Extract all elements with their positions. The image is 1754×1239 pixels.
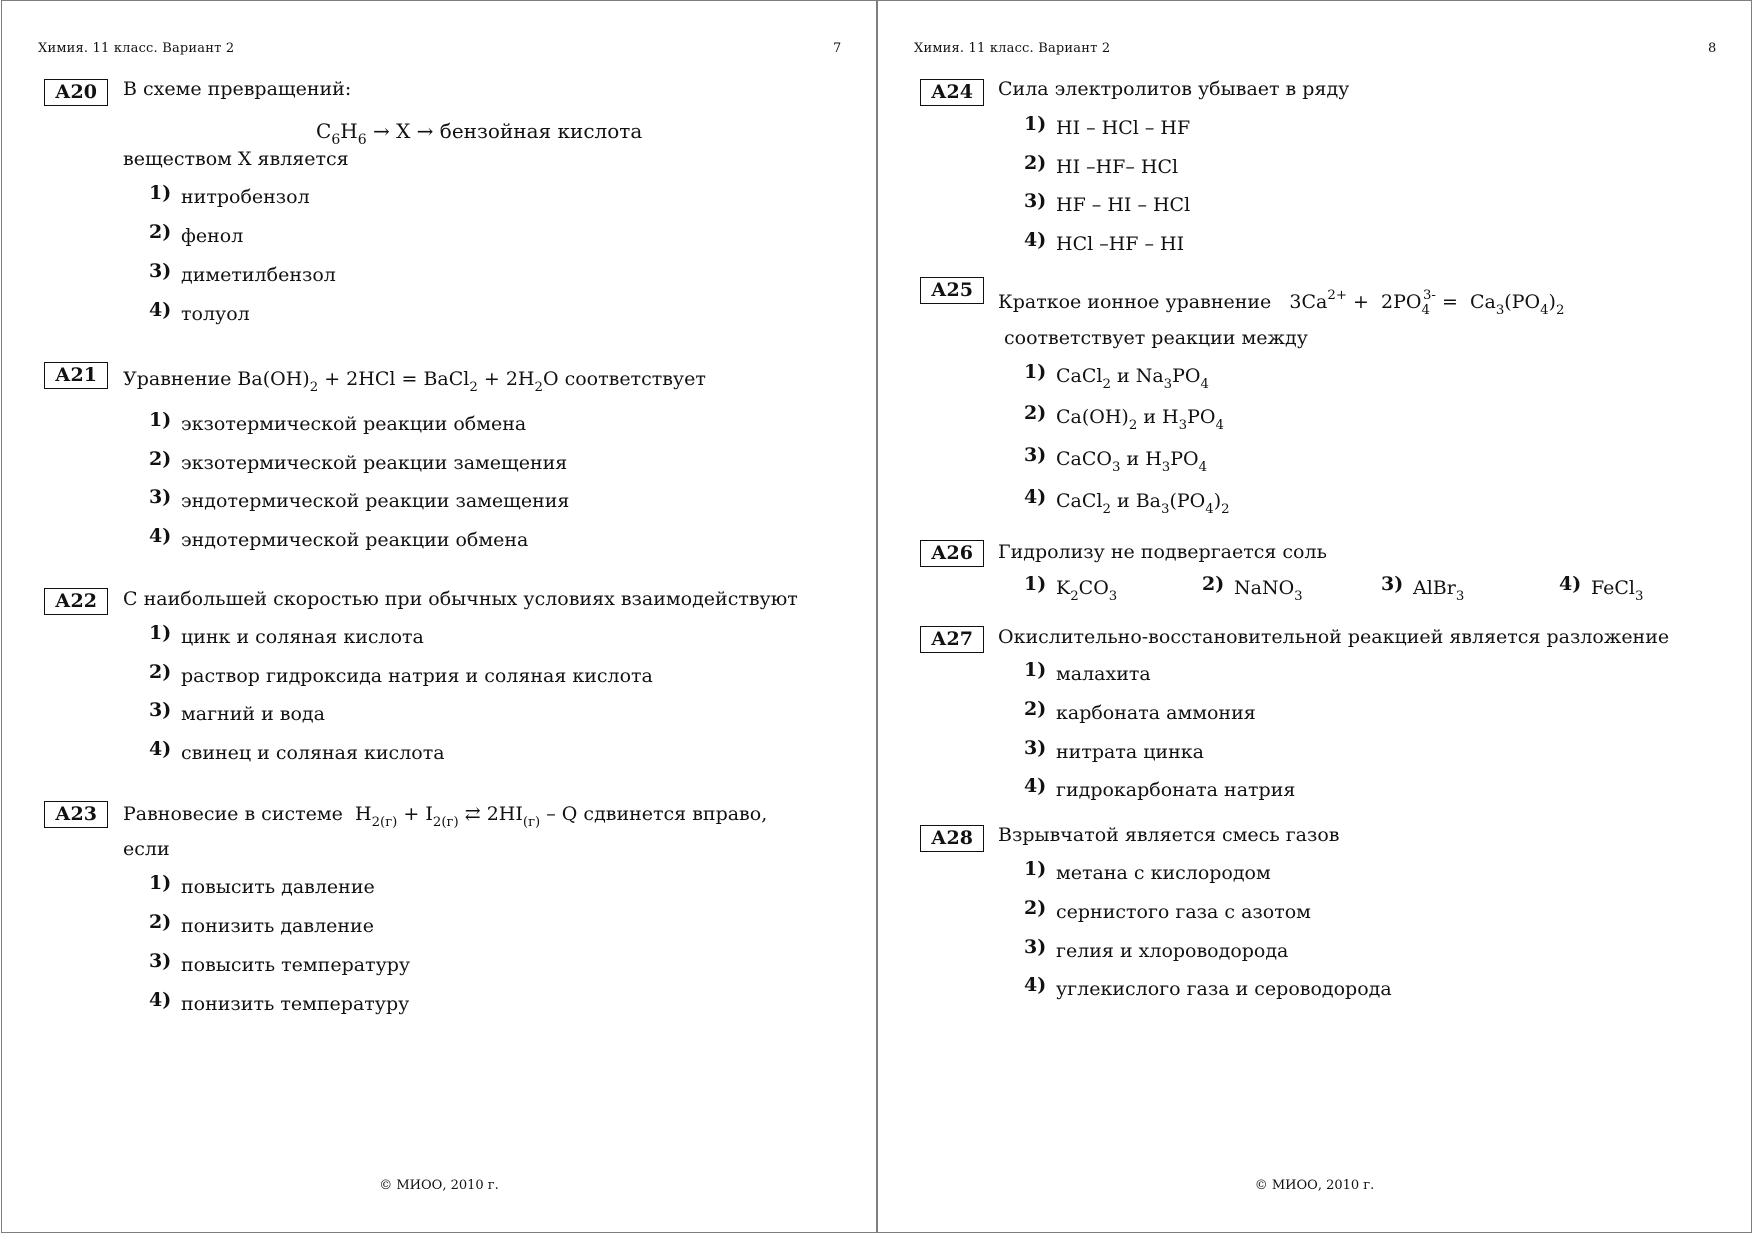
option-text: экзотермической реакции замещения xyxy=(181,452,568,474)
option-text: повысить температуру xyxy=(181,954,411,976)
answer-option[interactable] xyxy=(149,485,569,513)
option-number: 1) xyxy=(149,409,172,431)
question-text-a20: В схеме превращений: xyxy=(123,78,352,100)
option-number: 3) xyxy=(1024,444,1047,466)
option-text: углекислого газа и сероводорода xyxy=(1056,978,1392,1000)
option-number: 3) xyxy=(1381,573,1404,595)
option-number: 2) xyxy=(1024,152,1047,174)
option-number: 3) xyxy=(149,260,172,282)
option-text: фенол xyxy=(181,225,244,247)
answer-option[interactable] xyxy=(1024,658,1151,686)
answer-option[interactable] xyxy=(149,698,325,726)
option-text: сернистого газа с азотом xyxy=(1056,901,1311,923)
option-number: 1) xyxy=(149,872,172,894)
answer-option[interactable] xyxy=(149,408,526,436)
answer-option[interactable] xyxy=(1024,401,1224,433)
question-label-a24: А24 xyxy=(920,79,984,106)
option-number: 2) xyxy=(1202,573,1225,595)
option-text: CaCl$_2$ и $Ba_3(PO_4)_2$ xyxy=(1056,490,1230,517)
option-text: $Ca(OH)_2$ и $H_3PO_4$ xyxy=(1056,406,1224,433)
question-text-a20-cont: веществом Х является xyxy=(123,148,349,170)
answer-option[interactable] xyxy=(149,447,567,475)
answer-option[interactable] xyxy=(149,949,410,977)
question-text-a26: Гидролизу не подвергается соль xyxy=(998,541,1327,563)
answer-option[interactable] xyxy=(1024,189,1190,217)
option-number: 3) xyxy=(149,950,172,972)
question-text-a27: Окислительно-восстановительной реакцией является разложение xyxy=(998,626,1670,648)
option-text: эндотермической реакции обмена xyxy=(181,529,529,551)
page-footer: © МИОО, 2010 г. xyxy=(379,1178,499,1193)
option-number: 3) xyxy=(1024,737,1047,759)
answer-option[interactable] xyxy=(1024,935,1288,963)
question-text-a24: Сила электролитов убывает в ряду xyxy=(998,78,1350,100)
option-number: 4) xyxy=(1559,573,1582,595)
option-text: HI –HF– HCl xyxy=(1056,156,1179,178)
option-number: 4) xyxy=(149,738,172,760)
page-number: 7 xyxy=(833,41,842,56)
answer-option[interactable] xyxy=(1024,228,1184,256)
answer-option[interactable] xyxy=(149,660,653,688)
option-number: 1) xyxy=(1024,659,1047,681)
answer-option[interactable] xyxy=(1024,697,1256,725)
question-label-a23: А23 xyxy=(44,801,108,828)
answer-option[interactable] xyxy=(149,259,336,287)
answer-option[interactable] xyxy=(149,737,445,765)
option-text: нитробензол xyxy=(181,186,310,208)
option-number: 4) xyxy=(149,299,172,321)
answer-option[interactable] xyxy=(1024,896,1311,924)
question-text-a28: Взрывчатой является смесь газов xyxy=(998,824,1340,846)
answer-option[interactable] xyxy=(1024,485,1230,517)
option-text: эндотермической реакции замещения xyxy=(181,490,570,512)
option-text: свинец и соляная кислота xyxy=(181,742,445,764)
option-number: 4) xyxy=(1024,974,1047,996)
option-number: 3) xyxy=(149,699,172,721)
answer-option[interactable] xyxy=(149,621,424,649)
question-label-a21: А21 xyxy=(44,362,108,389)
option-text: гидрокарбоната натрия xyxy=(1056,779,1296,801)
page-header: Химия. 11 класс. Вариант 2 xyxy=(914,41,1111,56)
answer-option[interactable] xyxy=(149,220,243,248)
answer-option[interactable] xyxy=(1024,857,1271,885)
option-text: повысить давление xyxy=(181,876,375,898)
answer-option[interactable] xyxy=(1024,774,1295,802)
answer-option[interactable] xyxy=(149,910,374,938)
option-text: HI – HCl – HF xyxy=(1056,117,1191,139)
option-number: 3) xyxy=(1024,936,1047,958)
option-number: 1) xyxy=(1024,573,1047,595)
option-number: 2) xyxy=(1024,698,1047,720)
answer-option[interactable] xyxy=(1024,151,1178,179)
answer-option[interactable] xyxy=(149,871,375,899)
page-footer: © МИОО, 2010 г. xyxy=(1254,1178,1375,1193)
answer-option[interactable] xyxy=(149,524,528,552)
answer-option[interactable] xyxy=(149,988,409,1016)
option-text: понизить температуру xyxy=(181,993,410,1015)
option-number: 2) xyxy=(149,661,172,683)
question-text-a25: Краткое ионное уравнение $3Ca^{2+} + 2PO_4^{3-} = Ca_3(PO_4)_2$ xyxy=(998,288,1565,318)
left-page xyxy=(1,0,877,1233)
option-number: 4) xyxy=(1024,486,1047,508)
page-header: Химия. 11 класс. Вариант 2 xyxy=(38,41,235,56)
answer-option[interactable] xyxy=(1024,973,1392,1001)
option-text: гелия и хлороводорода xyxy=(1056,940,1289,962)
option-text: метана с кислородом xyxy=(1056,862,1271,884)
option-number: 2) xyxy=(149,221,172,243)
option-text: HCl –HF – HI xyxy=(1056,233,1185,255)
option-number: 3) xyxy=(149,486,172,508)
question-text-a23-cont: если xyxy=(123,838,170,860)
answer-option[interactable] xyxy=(1024,360,1209,392)
option-text: малахита xyxy=(1056,663,1151,685)
option-number: 4) xyxy=(1024,229,1047,251)
option-number: 1) xyxy=(1024,858,1047,880)
page-number: 8 xyxy=(1708,41,1717,56)
answer-option[interactable] xyxy=(1024,443,1208,475)
option-text: раствор гидроксида натрия и соляная кислота xyxy=(181,665,653,687)
question-label-a22: А22 xyxy=(44,588,108,615)
option-text: экзотермической реакции обмена xyxy=(181,413,527,435)
option-number: 2) xyxy=(149,448,172,470)
answer-option[interactable] xyxy=(149,298,250,326)
question-label-a25: А25 xyxy=(920,277,984,304)
option-number: 2) xyxy=(1024,402,1047,424)
answer-option[interactable] xyxy=(1559,572,1644,604)
option-text: карбоната аммония xyxy=(1056,702,1256,724)
scheme-text: → X → бензойная кислота xyxy=(366,119,643,143)
option-text: понизить давление xyxy=(181,915,374,937)
question-label-a27: А27 xyxy=(920,626,984,653)
option-number: 2) xyxy=(149,911,172,933)
option-text: цинк и соляная кислота xyxy=(181,626,424,648)
option-number: 2) xyxy=(1024,897,1047,919)
option-number: 1) xyxy=(149,622,172,644)
question-label-a28: А28 xyxy=(920,825,984,852)
option-text: CaCO$_3$ и $H_3PO_4$ xyxy=(1056,448,1208,475)
option-text: AlBr$_3$ xyxy=(1413,577,1465,604)
question-label-a20: А20 xyxy=(44,79,108,106)
option-text: толуол xyxy=(181,303,250,325)
reaction-scheme: $C_6H_6 \to X$ → бензойная кислота xyxy=(316,119,643,148)
option-text: FeCl$_3$ xyxy=(1591,577,1644,604)
option-text: CaCl$_2$ и $Na_3PO_4$ xyxy=(1056,365,1209,392)
question-text-a22: С наибольшей скоростью при обычных условиях взаимодействуют xyxy=(123,588,798,610)
option-number: 1) xyxy=(149,182,172,204)
option-number: 1) xyxy=(1024,361,1047,383)
option-text: диметилбензол xyxy=(181,264,336,286)
option-number: 4) xyxy=(149,989,172,1011)
option-number: 1) xyxy=(1024,113,1047,135)
option-text: $K_2CO_3$ xyxy=(1056,577,1118,604)
option-number: 4) xyxy=(149,525,172,547)
question-label-a26: А26 xyxy=(920,540,984,567)
question-text-a25-cont: соответствует реакции между xyxy=(1004,327,1308,349)
option-number: 4) xyxy=(1024,775,1047,797)
answer-option[interactable] xyxy=(1024,112,1190,140)
option-text: магний и вода xyxy=(181,703,325,725)
option-text: нитрата цинка xyxy=(1056,741,1204,763)
answer-option[interactable] xyxy=(1381,572,1465,604)
option-number: 3) xyxy=(1024,190,1047,212)
equilibrium-arrow-icon: ⇄ xyxy=(464,803,481,825)
answer-option[interactable] xyxy=(1024,572,1118,604)
answer-option[interactable] xyxy=(149,181,310,209)
right-page xyxy=(877,0,1752,1233)
question-text-a23: Равновесие в системе $H_{2(г)} + I_{2(г)}$ ⇄ $2HI_{(г)}$ – Q сдвинется вправо, xyxy=(123,803,768,830)
question-text-a21: Уравнение $Ba(OH)_2 + 2HCl$ = BaCl$_2$ + $2H_2O$ соответствует xyxy=(123,368,706,395)
answer-option[interactable] xyxy=(1024,736,1204,764)
option-text: NaNO$_3$ xyxy=(1234,577,1303,604)
answer-option[interactable] xyxy=(1202,572,1303,604)
option-text: HF – HI – HCl xyxy=(1056,194,1191,216)
